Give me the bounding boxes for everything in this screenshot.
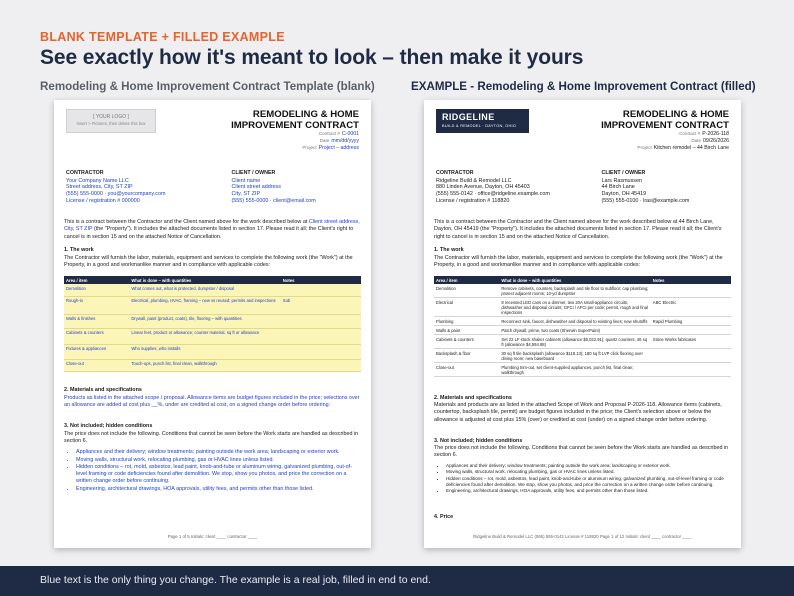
client-line[interactable]: Client street address xyxy=(231,184,281,191)
table-cell xyxy=(651,363,731,377)
table-cell: Backsplash & floor xyxy=(434,349,499,363)
contractor-heading: CONTRACTOR xyxy=(66,170,104,176)
section-3-text: The price does not include the following. Conditions that cannot be seen before the Work starts are handled as described in section 6. xyxy=(64,431,359,445)
table-row xyxy=(434,363,731,377)
table-row xyxy=(64,296,361,314)
table-cell[interactable] xyxy=(281,344,361,359)
table-cell[interactable] xyxy=(281,314,361,328)
contract-meta xyxy=(302,131,359,151)
list-item[interactable]: • Engineering, architectural drawings, HOA approvals, utility fees, and permits other than those listed. xyxy=(76,486,361,493)
contractor-line: License / registration # 118820 xyxy=(436,197,510,204)
contractor-line: (555) 555-0142 · office@ridgeline.example.com xyxy=(436,191,550,198)
list-item: • Appliances and their delivery; window treatments; painting outside the work area; landscaping or exterior work. xyxy=(446,463,731,469)
date-label: Date xyxy=(691,137,702,143)
table-cell: Stone Works fabricates xyxy=(651,335,731,349)
company-logo-name: RIDGELINE xyxy=(442,112,495,122)
table-cell[interactable]: Demolition xyxy=(64,284,129,296)
table-cell: Set 22 LF stock shaker cabinets (allowance $6,022.91); quartz counters, 46 sq ft (allowance $4,594.88) xyxy=(499,335,650,349)
intro-text-end: (the "Property"). It includes the attached documents listed in section 17. Please read it all; the Client's right to cancel is in section 15 and on the attached Notice of Cancellation. xyxy=(64,226,354,240)
section-3-title: 3. Not included; hidden conditions xyxy=(434,438,523,444)
table-cell[interactable]: Cabinets & counters xyxy=(64,328,129,344)
section-1-text: The Contractor will furnish the labor, materials, equipment and services to complete the following work (the "Work") at the Property, in a good and workmanlike manner and in compliance with applicable codes: xyxy=(434,255,723,269)
client-block xyxy=(194,170,360,205)
client-block xyxy=(564,170,730,205)
table-cell: Plumbing xyxy=(434,317,499,326)
table-cell[interactable]: Linear feet, product or allowance; counter material, sq ft or allowance xyxy=(129,328,280,344)
table-cell: 8 recessed LED cans on a dimmer, two 20A small-appliance circuits, dishwasher and disposal circuits; GFCI / AFCI per code; permit, rough and final inspections xyxy=(499,298,650,317)
contractor-line: Ridgeline Build & Remodel LLC xyxy=(436,177,512,184)
contract-number-label: Contract # xyxy=(318,131,340,136)
table-row xyxy=(434,284,731,298)
logo-placeholder-text: [ YOUR LOGO ] xyxy=(93,114,129,120)
table-cell: Remove cabinets, counters, backsplash and tile floor to subfloor; cap plumbing; protect adjacent rooms; 10-yd dumpster xyxy=(499,284,650,298)
table-row xyxy=(434,298,731,317)
table-cell[interactable] xyxy=(281,359,361,371)
client-line: Lars Rasmussen xyxy=(601,177,642,184)
client-line[interactable]: (555) 555-0000 · client@email.com xyxy=(231,197,316,204)
table-row xyxy=(64,328,361,344)
table-row xyxy=(434,349,731,363)
table-row xyxy=(64,359,361,371)
column-header: Area / item xyxy=(64,276,129,284)
bottom-caption-text: Blue text is the only thing you change. The example is a real job, filled in end to end. xyxy=(40,574,431,586)
table-cell xyxy=(651,326,731,335)
table-header-row xyxy=(434,276,731,284)
exclusions-list xyxy=(446,463,731,495)
client-heading: CLIENT / OWNER xyxy=(231,170,276,176)
project-value: Kitchen remodel – 44 Birch Lane xyxy=(653,144,729,151)
table-row xyxy=(64,284,361,296)
intro-paragraph xyxy=(64,219,361,241)
column-header: What is done – with quantities xyxy=(499,276,650,284)
section-3-text: The price does not include the following. Conditions that cannot be seen before the Work starts are handled as described in section 6. xyxy=(434,445,729,459)
table-cell[interactable] xyxy=(281,284,361,296)
headline: See exactly how it's meant to look – then make it yours xyxy=(40,46,584,69)
contractor-line[interactable]: License / registration # 000000 xyxy=(66,197,140,204)
document-title xyxy=(231,110,359,131)
table-row xyxy=(434,335,731,349)
list-item[interactable]: • Moving walls, structural work, relocating plumbing, gas or HVAC lines unless listed. xyxy=(76,457,361,464)
contractor-block xyxy=(436,170,564,205)
section-1-title: 1. The work xyxy=(434,247,464,253)
section-2-text: Materials and products are as listed in the attached Scope of Work and Proposal P-2026-118. Allowance items (cabinets, countertop, backsplash tile, permit) are budget figures included in the price; the Client's selection above or below the allowance is adjusted at cost plus 15% (over) or credited at cost (under) on a signed change order before ordering. xyxy=(434,402,722,423)
bottom-caption-bar xyxy=(0,566,794,596)
table-cell: Plumbing trim-out, set client-supplied appliances, punch list, final clean; walkthrough xyxy=(499,363,650,377)
client-heading: CLIENT / OWNER xyxy=(601,170,646,176)
table-cell[interactable] xyxy=(281,328,361,344)
list-item: • Hidden conditions – rot, mold, asbestos, lead paint, knob-and-tube or aluminum wiring, galvanized plumbing, out-of-level framing or code deficiencies found after demolition. We stop, show you photos, and price the correction on a written change order before continuing. xyxy=(446,476,731,488)
table-cell: Walls & paint xyxy=(434,326,499,335)
table-cell: Reconnect sink, faucet, dishwasher and disposal to existing lines; new shutoffs xyxy=(499,317,650,326)
right-caption: EXAMPLE - Remodeling & Home Improvement Contract (filled) xyxy=(411,80,756,93)
intro-text: This is a contract between the Contractor and the Client named above for the work described below at xyxy=(64,219,309,225)
contract-number-value: P-2026-118 xyxy=(702,131,729,137)
intro-address[interactable]: Client street address, City, ST ZIP xyxy=(64,219,360,233)
document-title xyxy=(601,110,729,131)
table-cell xyxy=(651,284,731,298)
document-title-line1: REMODELING & HOME xyxy=(622,109,729,120)
table-row xyxy=(434,317,731,326)
project-value[interactable]: Project – address xyxy=(318,144,359,151)
parties-block xyxy=(436,170,729,205)
column-header: Notes xyxy=(281,276,361,284)
table-cell[interactable]: Electrical, plumbing, HVAC, framing – new vs reused; permits and inspections xyxy=(129,296,280,314)
table-cell[interactable]: Touch-ups, punch list, final clean, walkthrough xyxy=(129,359,280,371)
contract-meta xyxy=(637,131,729,151)
client-line: 44 Birch Lane xyxy=(601,184,635,191)
logo-placeholder-hint: Insert > Pictures, then delete this box xyxy=(76,121,146,127)
table-cell: Close-out xyxy=(434,363,499,377)
table-cell[interactable]: Walls & finishes xyxy=(64,314,129,328)
table-cell[interactable]: What comes out, what is protected, dumpster / disposal xyxy=(129,284,280,296)
contractor-line[interactable]: (555) 555-0000 · you@yourcompany.com xyxy=(66,191,166,198)
table-row xyxy=(64,344,361,359)
intro-paragraph: This is a contract between the Contractor and the Client named above for the work described below at 44 Birch Lane, Dayton, OH 45419 (the "Property"). It includes the attached documents listed in section 17. Please read it all; the Client's right to cancel is in section 15 and on the attached Notice of Cancellation. xyxy=(434,219,722,240)
table-row xyxy=(434,326,731,335)
section-1-title: 1. The work xyxy=(64,247,94,253)
company-logo xyxy=(436,109,529,133)
date-value[interactable]: mm/dd/yyyy xyxy=(331,137,359,144)
section-3-title: 3. Not included; hidden conditions xyxy=(64,423,153,429)
scope-table xyxy=(64,276,361,372)
document-title-line1: REMODELING & HOME xyxy=(252,109,359,120)
section-2-title: 2. Materials and specifications xyxy=(434,395,512,401)
column-header: What is done – with quantities xyxy=(129,276,280,284)
date-value: 09/26/2026 xyxy=(703,137,729,144)
list-item: • Moving walls, structural work, relocating plumbing, gas or HVAC lines unless listed. xyxy=(446,469,731,475)
exclusions-list xyxy=(76,449,361,493)
list-item: • Engineering, architectural drawings, HOA approvals, utility fees, and permits other than those listed. xyxy=(446,488,731,494)
table-row xyxy=(64,314,361,328)
table-cell[interactable]: Fixtures & appliances xyxy=(64,344,129,359)
section-2-title: 2. Materials and specifications xyxy=(64,387,142,393)
section-2-text[interactable]: Products as listed in the attached scope / proposal. Allowance items are budget figures included in the price; selections over an allowance are added at cost plus __%, under are credited at cost, on a signed change order before ordering. xyxy=(64,395,360,409)
client-line: Dayton, OH 45419 xyxy=(601,191,647,198)
contractor-line: 880 Linden Avenue, Dayton, OH 45403 xyxy=(436,184,530,191)
page-footer: Page 1 of 5 Initials: client ____ contractor ____ xyxy=(167,533,258,539)
table-cell xyxy=(651,349,731,363)
scope-table xyxy=(434,276,731,377)
client-line: (555) 555-0100 · lras@example.com xyxy=(601,197,690,204)
contract-number-value[interactable]: C-0001 xyxy=(341,131,359,137)
kicker: BLANK TEMPLATE + FILLED EXAMPLE xyxy=(40,30,285,44)
table-cell: 30 sq ft tile backsplash (allowance $118.13); 180 sq ft LVP click flooring over dining room; new baseboard xyxy=(499,349,650,363)
client-line[interactable]: City, ST ZIP xyxy=(231,191,261,198)
table-cell: Demolition xyxy=(434,284,499,298)
table-cell[interactable]: Rough-in xyxy=(64,296,129,314)
list-item[interactable]: • Appliances and their delivery; window treatments; painting outside the work area; landscaping or exterior work. xyxy=(76,449,361,456)
page-footer: Ridgeline Build & Remodel LLC (555) 555-0142 License # 118820 Page 1 of 12 Initials: client ____ contractor ____ xyxy=(473,533,692,539)
table-cell[interactable]: Close-out xyxy=(64,359,129,371)
contractor-line[interactable]: Your Company Name LLC xyxy=(66,177,129,184)
filled-example-page xyxy=(424,100,741,548)
table-cell: Electrical xyxy=(434,298,499,317)
list-item[interactable]: • Hidden conditions – rot, mold, asbestos, lead paint, knob-and-tube or aluminum wiring, galvanized plumbing, out-of-level framing or code deficiencies found after demolition. We stop, show you photos, and price the correction on a written change order before continuing. xyxy=(76,464,361,485)
column-header: Area / item xyxy=(434,276,499,284)
table-cell[interactable]: Drywall, paint (product, coats), tile, flooring – with quantities xyxy=(129,314,280,328)
table-cell: ABC Electric xyxy=(651,298,731,317)
table-cell: Patch drywall; prime, two coats (Sherwin SuperPaint) xyxy=(499,326,650,335)
section-4-title: 4. Price xyxy=(434,514,454,520)
table-header-row xyxy=(64,276,361,284)
project-label: Project xyxy=(637,144,652,150)
column-header: Notes xyxy=(651,276,731,284)
table-cell: Rapid Plumbing xyxy=(651,317,731,326)
date-label: Date xyxy=(319,137,330,143)
document-title-line2: IMPROVEMENT CONTRACT xyxy=(231,119,359,131)
contractor-block xyxy=(66,170,194,205)
table-cell[interactable]: Sub xyxy=(281,296,361,314)
section-1-text: The Contractor will furnish the labor, materials, equipment and services to complete the following work (the "Work") at the Property, in a good and workmanlike manner and in compliance with applicable codes: xyxy=(64,255,353,269)
contractor-line[interactable]: Street address, City, ST ZIP xyxy=(66,184,133,191)
company-logo-tagline: BUILD & REMODEL · DAYTON, OHIO xyxy=(442,124,517,129)
blank-template-page xyxy=(54,100,371,548)
client-line[interactable]: Client name xyxy=(231,177,261,184)
project-label: Project xyxy=(302,144,317,150)
table-cell[interactable]: Who supplies, who installs xyxy=(129,344,280,359)
contractor-heading: CONTRACTOR xyxy=(436,170,474,176)
table-cell: Cabinets & counters xyxy=(434,335,499,349)
document-title-line2: IMPROVEMENT CONTRACT xyxy=(601,119,729,131)
contract-number-label: Contract # xyxy=(679,131,701,136)
logo-placeholder[interactable] xyxy=(66,109,156,133)
parties-block xyxy=(66,170,359,205)
left-caption: Remodeling & Home Improvement Contract Template (blank) xyxy=(40,80,375,93)
